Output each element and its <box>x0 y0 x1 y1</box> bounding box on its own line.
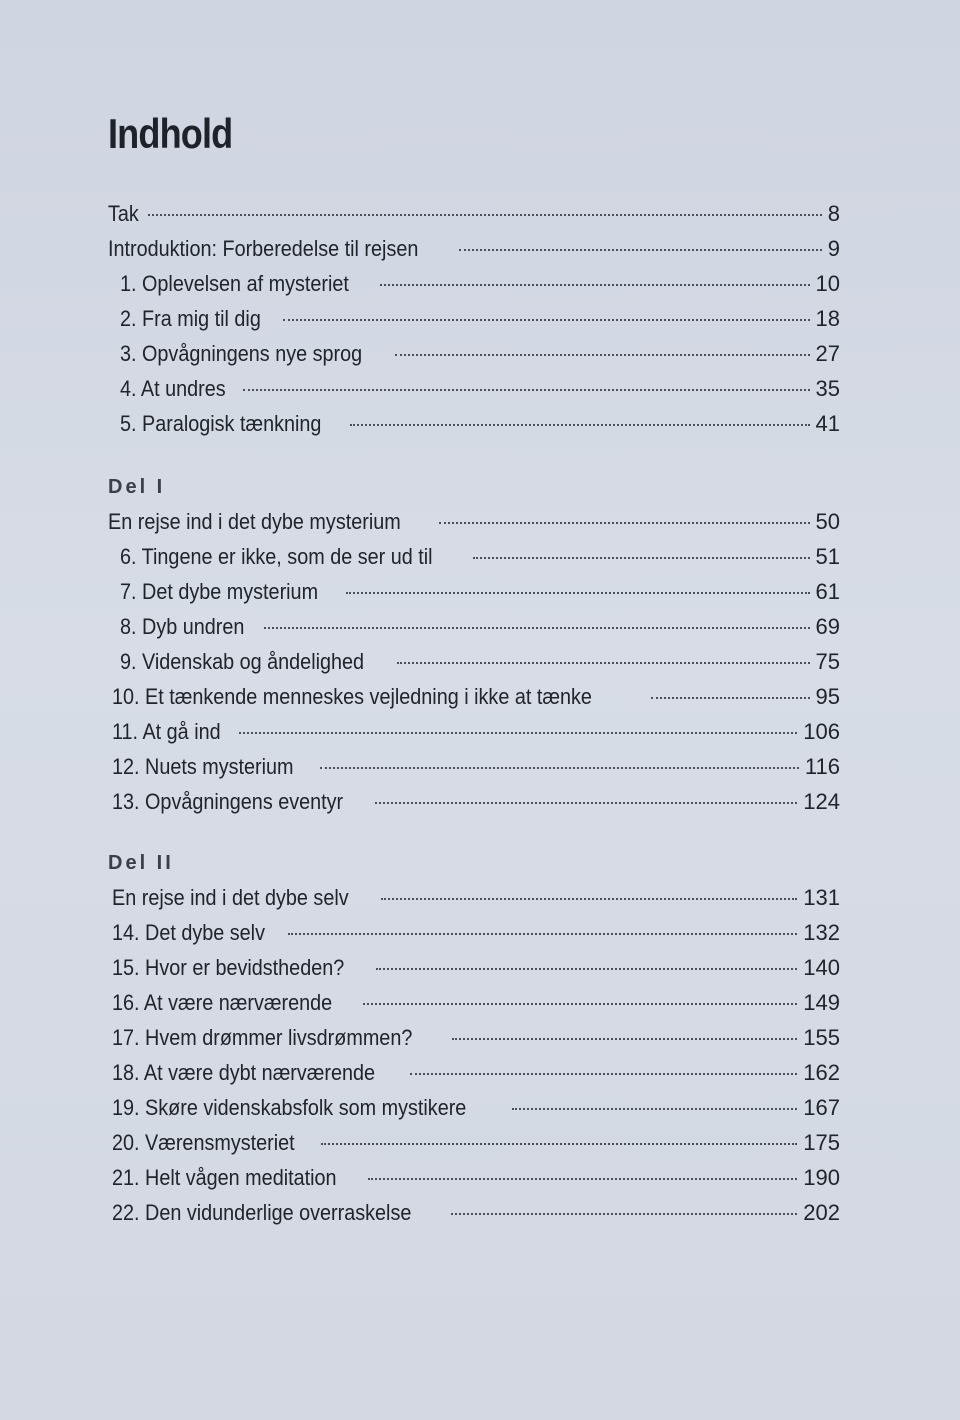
toc-part-1 <box>108 470 840 819</box>
dot-leader <box>264 627 809 629</box>
toc-entry-page: 132 <box>803 920 840 945</box>
dot-leader <box>380 284 809 286</box>
dot-leader <box>239 732 798 734</box>
toc-entry <box>108 749 840 784</box>
toc-entry <box>108 1055 840 1090</box>
page-title: Indhold <box>108 110 233 157</box>
toc-entry <box>108 880 840 915</box>
dot-leader <box>376 968 797 970</box>
toc-entry <box>108 679 840 714</box>
part-heading: Del I <box>108 476 166 498</box>
toc-entry-page: 50 <box>815 509 840 534</box>
toc-entry-label: 11. At gå ind <box>112 719 221 744</box>
dot-leader <box>381 898 797 900</box>
dot-leader <box>321 1143 797 1145</box>
toc-entry-page: 167 <box>803 1095 840 1120</box>
toc-entry-label: 20. Værensmysteriet <box>112 1130 295 1155</box>
toc-entry <box>108 336 840 371</box>
toc-entry-label: Introduktion: Forberedelse til rejsen <box>108 236 419 261</box>
toc-entry-label: 22. Den vidunderlige overraskelse <box>112 1200 412 1225</box>
toc-entry-label: 15. Hvor er bevidstheden? <box>112 955 345 980</box>
toc-entry-page: 35 <box>815 376 840 401</box>
toc-entry-label: 3. Opvågningens nye sprog <box>120 341 363 366</box>
dot-leader <box>651 697 809 699</box>
dot-leader <box>459 249 822 251</box>
toc-front-matter <box>108 196 840 441</box>
toc-entry-label: 18. At være dybt nærværende <box>112 1060 376 1085</box>
toc-entry-label: 8. Dyb undren <box>120 614 245 639</box>
toc-part-2 <box>108 846 840 1230</box>
toc-entry-page: 27 <box>815 341 840 366</box>
dot-leader <box>148 214 822 216</box>
toc-entry-page: 131 <box>803 885 840 910</box>
toc-entry-page: 61 <box>815 579 840 604</box>
toc-entry-label: 4. At undres <box>120 376 226 401</box>
dot-leader <box>451 1213 798 1215</box>
toc-entry-label: En rejse ind i det dybe selv <box>112 885 349 910</box>
toc-entry <box>108 266 840 301</box>
toc-entry-page: 175 <box>803 1130 840 1155</box>
toc-entry-page: 69 <box>815 614 840 639</box>
dot-leader <box>395 354 809 356</box>
toc-entry <box>108 196 840 231</box>
toc-entry-label: 14. Det dybe selv <box>112 920 265 945</box>
toc-entry <box>108 1160 840 1195</box>
toc-entry-label: 7. Det dybe mysterium <box>120 579 319 604</box>
toc-entry-page: 18 <box>815 306 840 331</box>
toc-entry-page: 75 <box>815 649 840 674</box>
toc-entry-label: Tak <box>108 201 139 226</box>
toc-entry-label: 12. Nuets mysterium <box>112 754 294 779</box>
toc-entry <box>108 504 840 539</box>
toc-entry-label: 6. Tingene er ikke, som de ser ud til <box>120 544 433 569</box>
dot-leader <box>439 522 809 524</box>
dot-leader <box>410 1073 797 1075</box>
toc-entry-page: 8 <box>827 201 840 226</box>
dot-leader <box>320 767 799 769</box>
toc-entry-page: 9 <box>827 236 840 261</box>
toc-entry-label: 2. Fra mig til dig <box>120 306 261 331</box>
toc-entry <box>108 985 840 1020</box>
toc-entry-label: 16. At være nærværende <box>112 990 333 1015</box>
toc-entry <box>108 784 840 819</box>
toc-entry-label: 17. Hvem drømmer livsdrømmen? <box>112 1025 413 1050</box>
toc-entry-page: 140 <box>803 955 840 980</box>
dot-leader <box>283 319 810 321</box>
toc-entry <box>108 609 840 644</box>
dot-leader <box>243 389 809 391</box>
toc-entry <box>108 371 840 406</box>
toc-entry-page: 190 <box>803 1165 840 1190</box>
toc-entry <box>108 915 840 950</box>
toc-entry-label: 19. Skøre videnskabsfolk som mystikere <box>112 1095 467 1120</box>
dot-leader <box>350 424 810 426</box>
toc-entry-label: 9. Videnskab og åndelighed <box>120 649 365 674</box>
toc-entry-page: 10 <box>815 271 840 296</box>
toc-entry-label: 5. Paralogisk tænkning <box>120 411 322 436</box>
toc-entry-page: 155 <box>803 1025 840 1050</box>
toc-entry <box>108 714 840 749</box>
dot-leader <box>473 557 809 559</box>
dot-leader <box>363 1003 798 1005</box>
dot-leader <box>288 933 797 935</box>
toc-entry-page: 106 <box>803 719 840 744</box>
toc-entry <box>108 1125 840 1160</box>
toc-entry-page: 51 <box>815 544 840 569</box>
toc-entry-page: 202 <box>803 1200 840 1225</box>
dot-leader <box>512 1108 798 1110</box>
toc-entry-label: 21. Helt vågen meditation <box>112 1165 337 1190</box>
toc-entry <box>108 231 840 266</box>
dot-leader <box>375 802 797 804</box>
part-heading: Del II <box>108 852 174 874</box>
toc-entry-label: 10. Et tænkende menneskes vejledning i ikke at tænke <box>112 684 592 709</box>
toc-entry-page: 116 <box>804 754 840 779</box>
toc-entry <box>108 1195 840 1230</box>
toc-entry-page: 124 <box>803 789 840 814</box>
toc-entry-label: 13. Opvågningens eventyr <box>112 789 344 814</box>
toc-entry <box>108 301 840 336</box>
toc-entry <box>108 539 840 574</box>
dot-leader <box>452 1038 798 1040</box>
toc-entry <box>108 1090 840 1125</box>
toc-entry-page: 41 <box>815 411 840 436</box>
toc-entry-label: En rejse ind i det dybe mysterium <box>108 509 401 534</box>
toc-entry <box>108 644 840 679</box>
toc-entry-page: 95 <box>815 684 840 709</box>
toc-entry <box>108 1020 840 1055</box>
dot-leader <box>346 592 809 594</box>
toc-entry-label: 1. Oplevelsen af mysteriet <box>120 271 349 296</box>
toc-entry <box>108 574 840 609</box>
toc-entry-page: 149 <box>803 990 840 1015</box>
toc-entry <box>108 406 840 441</box>
dot-leader <box>397 662 809 664</box>
dot-leader <box>368 1178 798 1180</box>
toc-entry-page: 162 <box>803 1060 840 1085</box>
toc-entry <box>108 950 840 985</box>
